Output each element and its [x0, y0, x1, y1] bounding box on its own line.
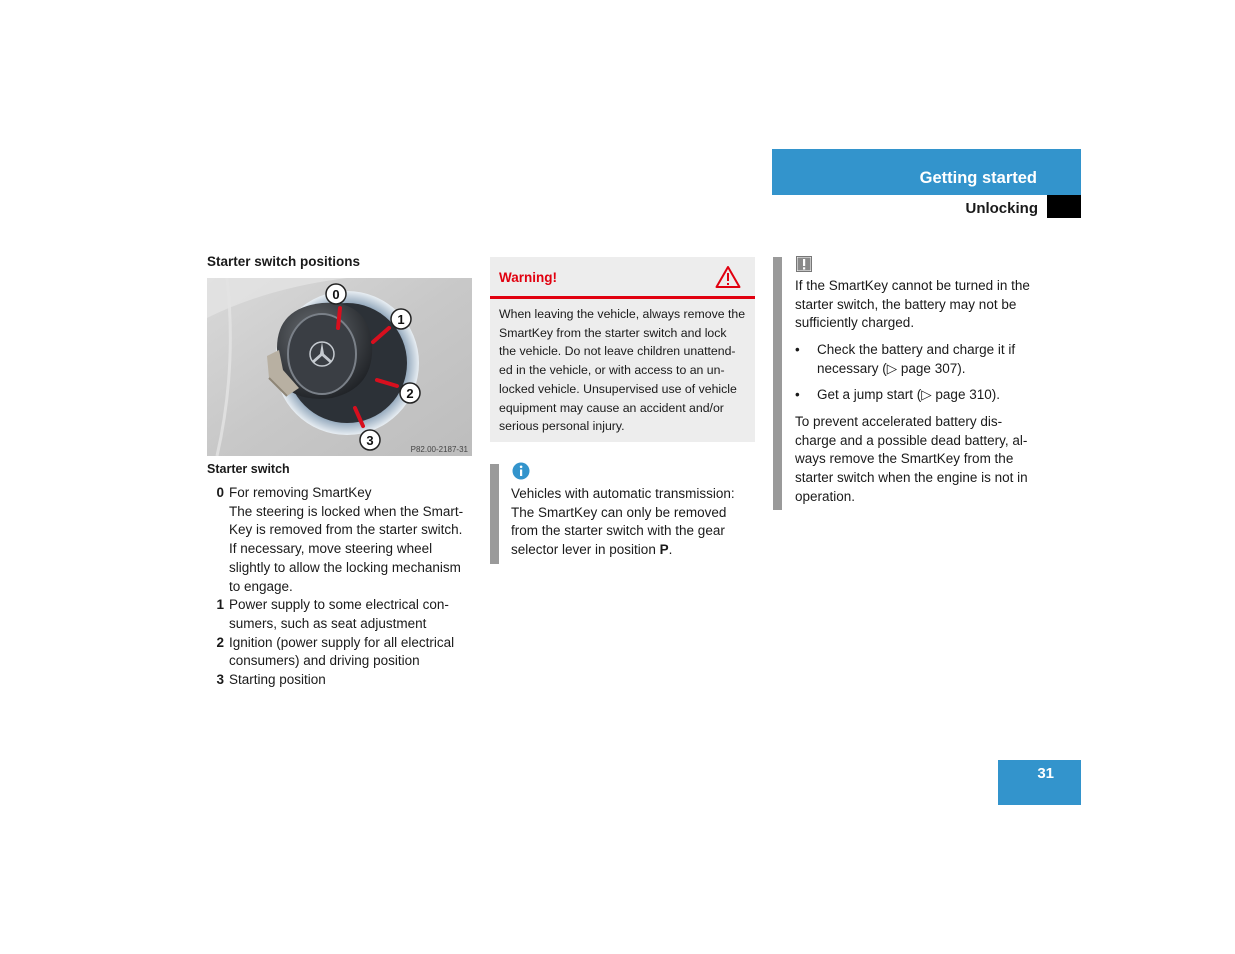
callout-1 [391, 309, 411, 329]
position-description: Ignition (power supply for all electrical consumers) and driving position [229, 634, 455, 669]
starter-switch-heading: Starter switch positions [207, 254, 361, 269]
warning-triangle-icon [715, 265, 741, 289]
position-number: 2 [216, 634, 224, 650]
warning-header [490, 257, 755, 299]
info-text-main: Vehicles with automatic transmission: The SmartKey can only be removed from the starter switch with the gear selector lever in position [511, 486, 735, 558]
starter-switch-illustration [207, 278, 472, 456]
position-list [207, 484, 479, 690]
figure-caption: Starter switch [207, 462, 290, 476]
section-header-bar [772, 149, 1081, 195]
list-item [207, 484, 479, 596]
warning-label: Warning! [499, 270, 557, 285]
callout-0 [326, 284, 346, 304]
section-title: Getting started [919, 169, 1037, 187]
bullet-text: Get a jump start (▷ page 310). [817, 387, 1000, 403]
list-item [795, 341, 1045, 378]
position-description: Power supply to some electrical con- sumers, such as seat adjustment [229, 597, 449, 631]
list-item [795, 386, 1045, 405]
note-intro-text: If the SmartKey cannot be turned in the starter switch, the battery may not be sufficiently charged. [795, 278, 1030, 331]
callout-3 [360, 430, 380, 450]
thumb-tab-marker [1047, 195, 1081, 218]
bullet-symbol: • [795, 387, 800, 403]
info-text [511, 485, 756, 560]
position-description: For removing SmartKey The steering is locked when the Smart- Key is removed from the starter switch. If necessary, move steering wheel slightly to allow the locking mechanism to engage. [229, 485, 464, 594]
note-outro-text: To prevent accelerated battery dis- charge and a possible dead battery, al- ways remove the SmartKey from the starter switch when the engine is not in operation. [795, 414, 1028, 504]
page-number-box [998, 760, 1081, 805]
position-number: 1 [216, 597, 224, 613]
position-number: 0 [216, 485, 224, 500]
warning-text: When leaving the vehicle, always remove the SmartKey from the starter switch and lock the vehicle. Do not leave children unattend- ed in the vehicle, or with access to an un- locked vehicle. Unsupervised use of vehicle equipment may cause an accident and/or serious personal injury. [499, 307, 746, 434]
note-bullet-list [795, 341, 1045, 413]
figure-reference-code: P82.00-2187-31 [410, 445, 468, 454]
svg-text:2: 2 [406, 386, 414, 401]
list-item [207, 634, 479, 671]
svg-text:3: 3 [366, 433, 374, 448]
info-side-bar [490, 464, 499, 564]
gear-position-letter: P [659, 542, 669, 558]
callout-2 [400, 383, 420, 403]
position-number: 3 [216, 672, 224, 688]
subsection-title: Unlocking [965, 200, 1038, 217]
info-icon [512, 462, 530, 480]
exclamation-icon [796, 256, 812, 272]
svg-text:1: 1 [397, 312, 405, 327]
position-description: Starting position [229, 672, 326, 688]
page-number: 31 [1037, 765, 1054, 782]
warning-box [490, 257, 755, 442]
info-text-end: . [668, 542, 673, 558]
note-side-bar [773, 257, 782, 510]
list-item [207, 671, 479, 690]
svg-text:0: 0 [332, 287, 340, 302]
bullet-text: Check the battery and charge it if necessary (▷ page 307). [817, 342, 1016, 376]
list-item [207, 596, 479, 633]
bullet-symbol: • [795, 342, 800, 357]
